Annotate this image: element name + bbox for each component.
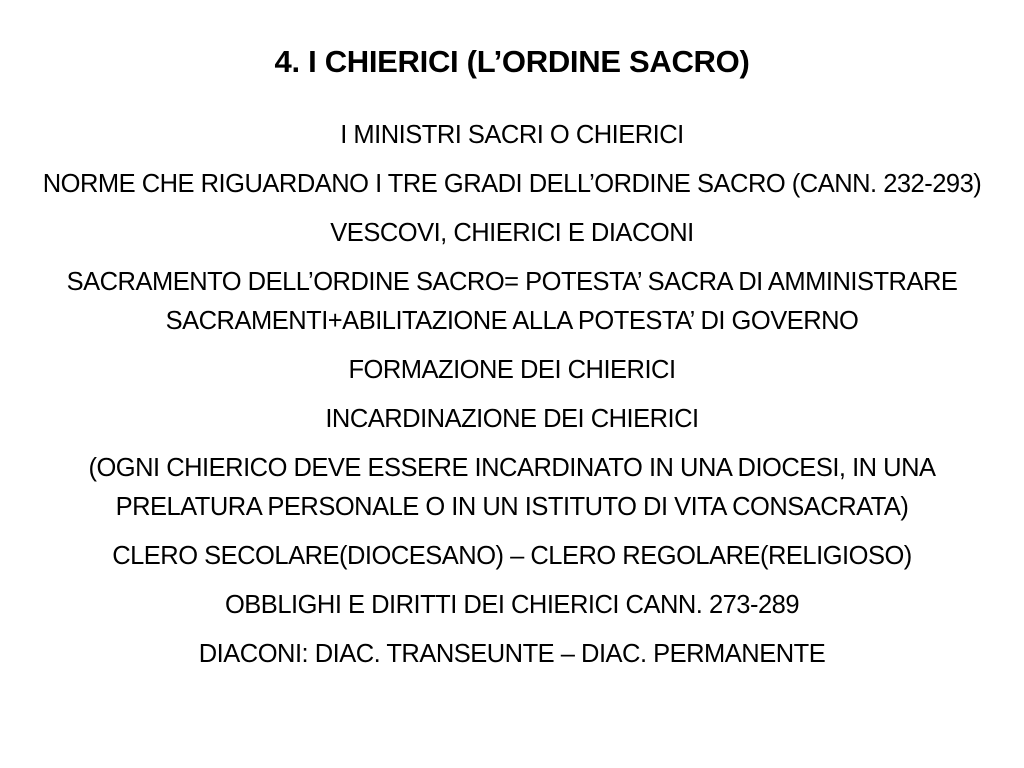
list-item-sacramento: SACRAMENTO DELL’ORDINE SACRO= POTESTA’ SACRA DI AMMINISTRARE SACRAMENTI+ABILITAZIONE ALLA POTESTA’ DI GOVERNO [66,268,958,335]
list-item-obblighi: OBBLIGHI E DIRITTI DEI CHIERICI CANN. 273-289 [224,591,800,619]
list-item-diaconi: DIACONI: DIAC. TRANSEUNTE – DIAC. PERMANENTE [198,640,826,668]
slide-title: 4. I CHIERICI (L’ORDINE SACRO) [274,44,750,79]
list-item-ministri: I MINISTRI SACRI O CHIERICI [340,121,684,149]
list-item-clero: CLERO SECOLARE(DIOCESANO) – CLERO REGOLARE(RELIGIOSO) [112,542,912,570]
slide-content-list [28,116,996,684]
list-item-incardinazione: INCARDINAZIONE DEI CHIERICI [325,405,699,433]
list-item-formazione: FORMAZIONE DEI CHIERICI [348,356,676,384]
list-item-ogni-chierico: (OGNI CHIERICO DEVE ESSERE INCARDINATO IN UNA DIOCESI, IN UNA PRELATURA PERSONALE O IN UN ISTITUTO DI VITA CONSACRATA) [88,454,936,521]
list-item-norme: NORME CHE RIGUARDANO I TRE GRADI DELL’ORDINE SACRO (CANN. 232-293) [42,170,982,198]
list-item-vescovi: VESCOVI, CHIERICI E DIACONI [330,219,694,247]
